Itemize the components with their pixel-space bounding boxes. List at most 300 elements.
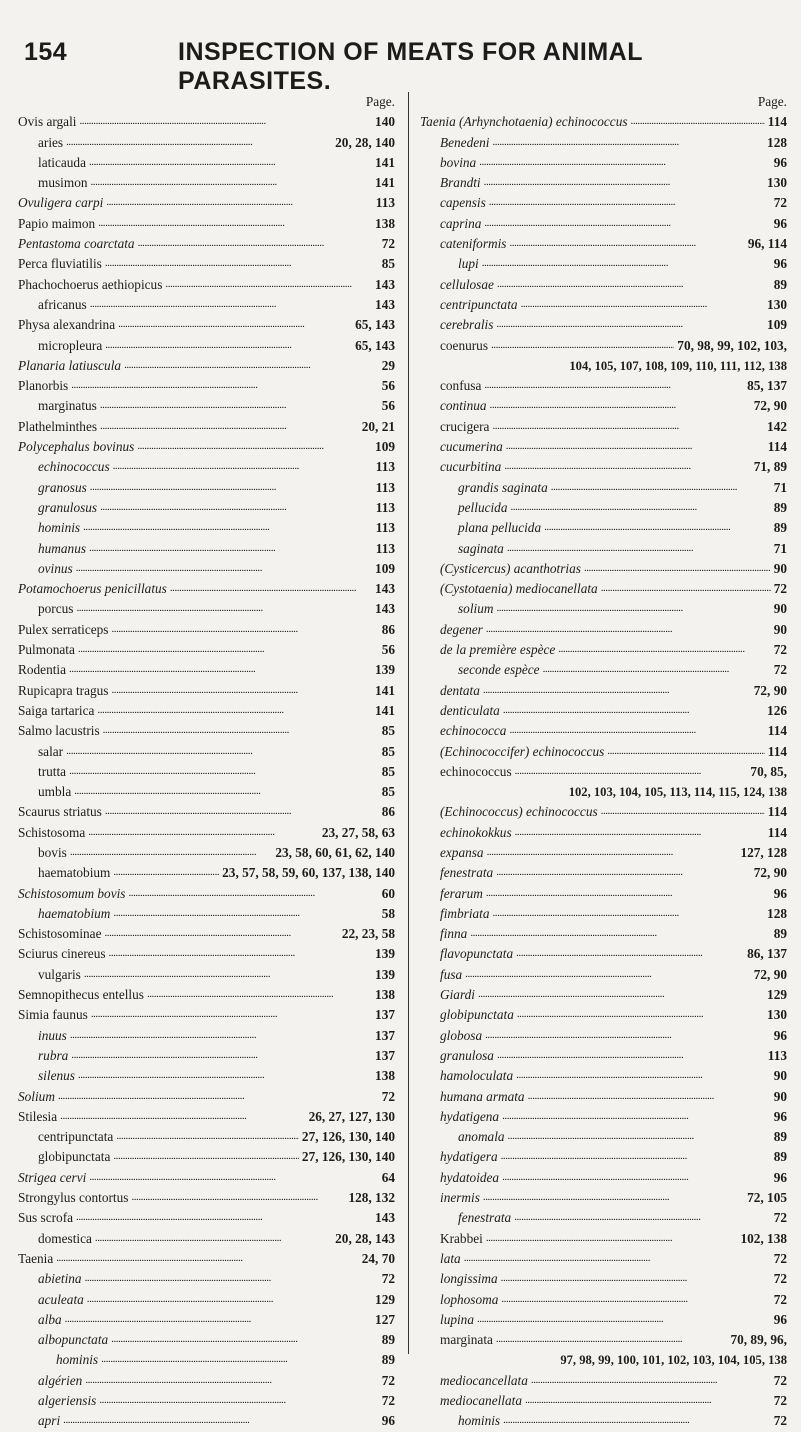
dot-leader bbox=[631, 112, 765, 131]
page-references: 26, 27, 127, 130 bbox=[308, 1108, 395, 1124]
index-term: inuus bbox=[38, 1027, 67, 1043]
dot-leader bbox=[111, 620, 378, 639]
index-entry bbox=[18, 1371, 395, 1391]
page-references: 72 bbox=[773, 1210, 787, 1226]
page-references: 70, 89, 96, bbox=[730, 1332, 787, 1348]
index-term: cucumerina bbox=[440, 439, 503, 455]
index-entry bbox=[18, 985, 395, 1005]
page-references: 72 bbox=[773, 1372, 787, 1388]
index-term: Polycephalus bovinus bbox=[18, 439, 135, 455]
index-entry bbox=[18, 1087, 395, 1107]
index-term: Saiga tartarica bbox=[18, 702, 95, 718]
index-term: ovinus bbox=[38, 560, 73, 576]
dot-leader bbox=[111, 1330, 379, 1349]
index-entry bbox=[420, 1290, 787, 1310]
page-references: 64 bbox=[381, 1169, 395, 1185]
page-references: 96 bbox=[773, 885, 787, 901]
dot-leader bbox=[491, 336, 674, 355]
page-references: 90 bbox=[773, 560, 787, 576]
index-entry bbox=[18, 1026, 395, 1046]
dot-leader bbox=[497, 275, 771, 294]
dot-leader bbox=[501, 1290, 770, 1309]
page-references: 113 bbox=[375, 520, 395, 536]
index-entry bbox=[18, 1350, 395, 1370]
dot-leader bbox=[504, 457, 750, 476]
index-entry bbox=[420, 1249, 787, 1269]
page-references: 114 bbox=[767, 723, 787, 739]
index-entry bbox=[420, 1087, 787, 1107]
dot-leader bbox=[485, 1026, 771, 1045]
page-references: 89 bbox=[381, 1332, 395, 1348]
index-term: abietina bbox=[38, 1271, 82, 1287]
dot-leader bbox=[100, 417, 359, 436]
index-term: Salmo lacustris bbox=[18, 723, 100, 739]
dot-leader bbox=[470, 924, 770, 943]
dot-leader bbox=[170, 579, 372, 598]
index-term: Simia faunus bbox=[18, 1007, 88, 1023]
index-entry bbox=[18, 1229, 395, 1249]
dot-leader bbox=[509, 234, 744, 253]
index-entry bbox=[420, 153, 787, 173]
index-term: fusa bbox=[440, 966, 463, 982]
index-term: centripunctata bbox=[38, 1129, 114, 1145]
dot-leader bbox=[514, 1208, 771, 1227]
index-entry bbox=[420, 275, 787, 295]
index-term: africanus bbox=[38, 296, 87, 312]
dot-leader bbox=[79, 112, 372, 131]
dot-leader bbox=[137, 437, 372, 456]
index-entry bbox=[420, 133, 787, 153]
index-term: musimon bbox=[38, 175, 88, 191]
index-entry bbox=[420, 1066, 787, 1086]
index-term: bovina bbox=[440, 154, 477, 170]
dot-leader bbox=[507, 539, 771, 558]
dot-leader bbox=[486, 1229, 738, 1248]
page-references: 96 bbox=[773, 256, 787, 272]
dot-leader bbox=[63, 1411, 379, 1430]
page-references: 109 bbox=[375, 560, 395, 576]
page-references: 139 bbox=[375, 966, 395, 982]
page-references: 58 bbox=[381, 905, 395, 921]
index-term: cellulosae bbox=[440, 276, 494, 292]
page-references: 56 bbox=[381, 642, 395, 658]
index-term: grandis saginata bbox=[458, 479, 548, 495]
dot-leader bbox=[509, 721, 764, 740]
index-entry bbox=[420, 843, 787, 863]
index-entry bbox=[18, 1310, 395, 1330]
dot-leader bbox=[496, 1330, 728, 1349]
index-term: vulgaris bbox=[38, 966, 81, 982]
page-references: 72 bbox=[773, 1413, 787, 1429]
page-references: 143 bbox=[375, 601, 395, 617]
index-entry bbox=[420, 620, 787, 640]
index-entry bbox=[420, 518, 787, 538]
index-term: solium bbox=[458, 601, 494, 617]
index-term: trutta bbox=[38, 763, 67, 779]
index-term: fenestrata bbox=[440, 865, 494, 881]
index-entry bbox=[18, 1411, 395, 1431]
page-references: 142 bbox=[767, 418, 787, 434]
dot-leader bbox=[493, 904, 765, 923]
index-entry bbox=[420, 295, 787, 315]
dot-leader bbox=[516, 1066, 771, 1085]
index-entry bbox=[18, 396, 395, 416]
index-entry bbox=[18, 376, 395, 396]
index-entry bbox=[420, 396, 787, 416]
index-entry bbox=[18, 579, 395, 599]
dot-leader bbox=[506, 437, 765, 456]
page-references: 72 bbox=[773, 1291, 787, 1307]
index-term: cateniformis bbox=[440, 236, 507, 252]
dot-leader bbox=[71, 1046, 372, 1065]
index-entry bbox=[18, 214, 395, 234]
index-entry bbox=[420, 863, 787, 883]
dot-leader bbox=[528, 1087, 771, 1106]
dot-leader bbox=[558, 640, 770, 659]
index-term: Schistosomum bovis bbox=[18, 885, 126, 901]
index-term: cucurbitina bbox=[440, 459, 502, 475]
dot-leader bbox=[501, 1147, 771, 1166]
index-entry bbox=[18, 1066, 395, 1086]
dot-leader bbox=[91, 1005, 372, 1024]
page-references: 128 bbox=[767, 134, 787, 150]
page-references: 85 bbox=[381, 256, 395, 272]
index-term: algérien bbox=[38, 1372, 83, 1388]
page-references: 127, 128 bbox=[740, 844, 787, 860]
page-references: 96 bbox=[773, 1108, 787, 1124]
page-references: 86 bbox=[381, 621, 395, 637]
index-term: crucigera bbox=[440, 418, 490, 434]
page-references: 109 bbox=[767, 317, 787, 333]
index-term: echinococcus bbox=[440, 763, 512, 779]
index-entry bbox=[420, 173, 787, 193]
index-term: Benedeni bbox=[440, 134, 490, 150]
index-entry bbox=[18, 518, 395, 538]
index-entry bbox=[420, 1391, 787, 1411]
index-term: Sus scrofa bbox=[18, 1210, 74, 1226]
index-entry bbox=[18, 112, 395, 132]
index-entry bbox=[18, 336, 395, 356]
index-entry bbox=[420, 742, 787, 762]
index-entry bbox=[420, 944, 787, 964]
index-entry bbox=[420, 1127, 787, 1147]
dot-leader bbox=[483, 681, 751, 700]
index-entry bbox=[420, 193, 787, 213]
dot-leader bbox=[70, 843, 273, 862]
page-references: 126 bbox=[767, 702, 787, 718]
dot-leader bbox=[503, 701, 764, 720]
page-references: 72 bbox=[381, 1393, 395, 1408]
page-references: 113 bbox=[375, 195, 395, 211]
page-references: 96 bbox=[773, 1169, 787, 1185]
page-references: 60 bbox=[381, 885, 395, 901]
index-term: albopunctata bbox=[38, 1332, 109, 1348]
index-entry bbox=[18, 234, 395, 254]
index-term: seconde espèce bbox=[458, 662, 540, 678]
page-references: 109 bbox=[375, 439, 395, 455]
index-term: Krabbei bbox=[440, 1230, 483, 1246]
index-entry bbox=[420, 234, 787, 254]
dot-leader bbox=[496, 599, 770, 618]
page-references: 90 bbox=[773, 1068, 787, 1084]
dot-leader bbox=[105, 254, 379, 273]
dot-leader bbox=[83, 518, 373, 537]
index-term: hydatigera bbox=[440, 1149, 498, 1165]
index-term: Potamochoerus penicillatus bbox=[18, 581, 167, 597]
index-term: Papio maimon bbox=[18, 215, 96, 231]
index-entry bbox=[420, 904, 787, 924]
page-references: 130 bbox=[767, 296, 787, 312]
page-references: 72 bbox=[381, 1088, 395, 1104]
dot-leader bbox=[484, 214, 770, 233]
page-references: 85, 137 bbox=[747, 378, 787, 394]
page-references: 72, 105 bbox=[747, 1190, 787, 1206]
page-references: 113 bbox=[375, 499, 395, 515]
dot-leader bbox=[109, 944, 373, 963]
index-term: saginata bbox=[458, 540, 504, 556]
index-entry bbox=[18, 254, 395, 274]
index-entry-continuation: 102, 103, 104, 105, 113, 114, 115, 124, 138 bbox=[568, 785, 787, 800]
index-term: lophosoma bbox=[440, 1291, 499, 1307]
page-references: 96 bbox=[773, 215, 787, 231]
index-term: flavopunctata bbox=[440, 946, 514, 962]
index-term: lupina bbox=[440, 1311, 474, 1327]
index-term: (Echinococcus) echinococcus bbox=[440, 804, 598, 820]
index-entry bbox=[420, 660, 787, 680]
index-entry bbox=[420, 1330, 787, 1350]
page-references: 72, 90 bbox=[753, 398, 787, 414]
index-entry bbox=[420, 1005, 787, 1025]
index-term: lata bbox=[440, 1250, 461, 1266]
index-term: coenurus bbox=[440, 337, 488, 353]
page-references: 71 bbox=[773, 479, 787, 495]
page-references: 27, 126, 130, 140 bbox=[301, 1129, 395, 1145]
index-entry bbox=[18, 539, 395, 559]
dot-leader bbox=[131, 1188, 345, 1207]
index-entry bbox=[18, 640, 395, 660]
index-entry bbox=[18, 437, 395, 457]
index-entry bbox=[18, 965, 395, 985]
page-references: 72 bbox=[773, 1393, 787, 1408]
dot-leader bbox=[138, 234, 379, 253]
page-references: 56 bbox=[381, 378, 395, 394]
page-header bbox=[24, 38, 784, 96]
dot-leader bbox=[517, 1005, 764, 1024]
index-entry bbox=[18, 457, 395, 477]
page-references: 72 bbox=[381, 236, 395, 252]
dot-leader bbox=[76, 599, 372, 618]
index-term: haematobium bbox=[38, 905, 111, 921]
index-term: micropleura bbox=[38, 337, 103, 353]
page-references: 141 bbox=[375, 702, 395, 718]
page-references: 102, 138 bbox=[740, 1230, 787, 1246]
index-entry bbox=[18, 1330, 395, 1350]
index-term: Schistosoma bbox=[18, 824, 86, 840]
index-term: Schistosominae bbox=[18, 926, 102, 942]
dot-leader bbox=[482, 254, 771, 273]
index-term: echinococcus bbox=[38, 459, 110, 475]
dot-leader bbox=[70, 1026, 372, 1045]
page-references: 23, 58, 60, 61, 62, 140 bbox=[275, 844, 395, 860]
index-entry bbox=[420, 721, 787, 741]
index-term: Semnopithecus entellus bbox=[18, 987, 144, 1003]
index-term: Pulex serraticeps bbox=[18, 621, 109, 637]
dot-leader bbox=[97, 701, 372, 720]
index-term: hamoloculata bbox=[440, 1068, 514, 1084]
index-entry bbox=[420, 1107, 787, 1127]
index-entry bbox=[18, 904, 395, 924]
dot-leader bbox=[484, 376, 744, 395]
index-term: granulosus bbox=[38, 499, 98, 515]
index-entry bbox=[18, 417, 395, 437]
page-references: 89 bbox=[773, 1129, 787, 1145]
dot-leader bbox=[544, 518, 771, 537]
index-entry bbox=[18, 782, 395, 802]
page-references: 137 bbox=[375, 1027, 395, 1043]
page-references: 72, 90 bbox=[753, 865, 787, 881]
dot-leader bbox=[111, 681, 372, 700]
dot-leader bbox=[58, 1087, 379, 1106]
index-entry bbox=[18, 1269, 395, 1289]
page-references: 27, 126, 130, 140 bbox=[301, 1149, 395, 1165]
page-references: 137 bbox=[375, 1007, 395, 1023]
page-references: 65, 143 bbox=[355, 317, 395, 333]
page-references: 127 bbox=[375, 1311, 395, 1327]
index-entry bbox=[420, 640, 787, 660]
dot-leader bbox=[584, 559, 771, 578]
index-entry bbox=[18, 498, 395, 518]
index-entry bbox=[420, 579, 787, 599]
dot-leader bbox=[105, 336, 352, 355]
column-divider bbox=[408, 92, 409, 1354]
dot-leader bbox=[95, 1229, 332, 1248]
index-entry bbox=[18, 884, 395, 904]
page-references: 113 bbox=[375, 479, 395, 495]
page-references: 89 bbox=[381, 1352, 395, 1368]
dot-leader bbox=[78, 640, 379, 659]
index-entry bbox=[18, 1249, 395, 1269]
index-entry bbox=[420, 823, 787, 843]
page-references: 24, 70 bbox=[361, 1250, 395, 1266]
page-references: 71 bbox=[773, 540, 787, 556]
index-entry bbox=[18, 924, 395, 944]
index-entry bbox=[18, 173, 395, 193]
page-references: 20, 21 bbox=[361, 418, 395, 434]
index-term: Strongylus contortus bbox=[18, 1190, 129, 1206]
page-references: 72 bbox=[381, 1372, 395, 1388]
index-entry bbox=[420, 1188, 787, 1208]
dot-leader bbox=[113, 904, 378, 923]
dot-leader bbox=[66, 133, 332, 152]
page-references: 130 bbox=[767, 1007, 787, 1023]
page-references: 90 bbox=[773, 1088, 787, 1104]
index-term: hydatigena bbox=[440, 1108, 500, 1124]
page-references: 72, 90 bbox=[753, 682, 787, 698]
page-references: 72 bbox=[773, 1250, 787, 1266]
page-references: 113 bbox=[375, 459, 395, 475]
page-references: 89 bbox=[773, 499, 787, 515]
index-entry bbox=[420, 701, 787, 721]
index-entry bbox=[420, 1026, 787, 1046]
index-term: algeriensis bbox=[38, 1393, 97, 1408]
page-references: 138 bbox=[375, 987, 395, 1003]
page-references: 71, 89 bbox=[753, 459, 787, 475]
page-number: 154 bbox=[24, 38, 68, 66]
dot-leader bbox=[113, 1147, 299, 1166]
index-term: marginatus bbox=[38, 398, 97, 414]
index-entry bbox=[18, 944, 395, 964]
index-term: dentata bbox=[440, 682, 480, 698]
page-references: 137 bbox=[375, 1047, 395, 1063]
page-references: 72 bbox=[381, 1271, 395, 1287]
page-references: 72, 90 bbox=[753, 966, 787, 982]
dot-leader bbox=[486, 884, 771, 903]
index-entry bbox=[18, 275, 395, 295]
index-term: Rodentia bbox=[18, 662, 67, 678]
dot-leader bbox=[510, 498, 770, 517]
index-term: apri bbox=[38, 1413, 61, 1429]
index-term: salar bbox=[38, 743, 64, 759]
index-term: anomala bbox=[458, 1129, 505, 1145]
index-entry bbox=[420, 1310, 787, 1330]
index-term: Scaurus striatus bbox=[18, 804, 102, 820]
index-term: alba bbox=[38, 1311, 62, 1327]
dot-leader bbox=[90, 478, 373, 497]
index-entry bbox=[420, 1371, 787, 1391]
index-entry bbox=[18, 1391, 395, 1411]
index-term: marginata bbox=[440, 1332, 493, 1348]
index-term: granosus bbox=[38, 479, 87, 495]
index-entry bbox=[420, 1269, 787, 1289]
index-entry bbox=[420, 1411, 787, 1431]
dot-leader bbox=[479, 153, 771, 172]
index-entry bbox=[18, 295, 395, 315]
index-term: Brandti bbox=[440, 175, 481, 191]
dot-leader bbox=[496, 315, 764, 334]
page-label: Page. bbox=[757, 94, 787, 109]
dot-leader bbox=[521, 295, 764, 314]
index-entry bbox=[18, 802, 395, 822]
index-entry bbox=[420, 985, 787, 1005]
index-term: humanus bbox=[38, 540, 87, 556]
dot-leader bbox=[100, 498, 373, 517]
index-entry bbox=[420, 315, 787, 335]
dot-leader bbox=[105, 802, 379, 821]
page-references: 20, 28, 140 bbox=[335, 134, 395, 150]
dot-leader bbox=[116, 1127, 299, 1146]
dot-leader bbox=[65, 1310, 372, 1329]
dot-leader bbox=[531, 1371, 771, 1390]
index-entry bbox=[18, 843, 395, 863]
dot-leader bbox=[113, 457, 373, 476]
dot-leader bbox=[502, 1107, 771, 1126]
page-references: 114 bbox=[767, 804, 787, 820]
index-term: centripunctata bbox=[440, 296, 518, 312]
dot-leader bbox=[496, 863, 751, 882]
dot-leader bbox=[465, 965, 751, 984]
index-term: echinococca bbox=[440, 723, 507, 739]
dot-leader bbox=[516, 944, 744, 963]
index-term: ferarum bbox=[440, 885, 483, 901]
index-term: Strigea cervi bbox=[18, 1169, 87, 1185]
index-entry bbox=[420, 457, 787, 477]
index-entry bbox=[18, 620, 395, 640]
index-term: Pulmonata bbox=[18, 642, 75, 658]
dot-leader bbox=[88, 823, 319, 842]
page-references: 141 bbox=[375, 175, 395, 191]
page-references: 90 bbox=[773, 601, 787, 617]
dot-leader bbox=[71, 376, 378, 395]
